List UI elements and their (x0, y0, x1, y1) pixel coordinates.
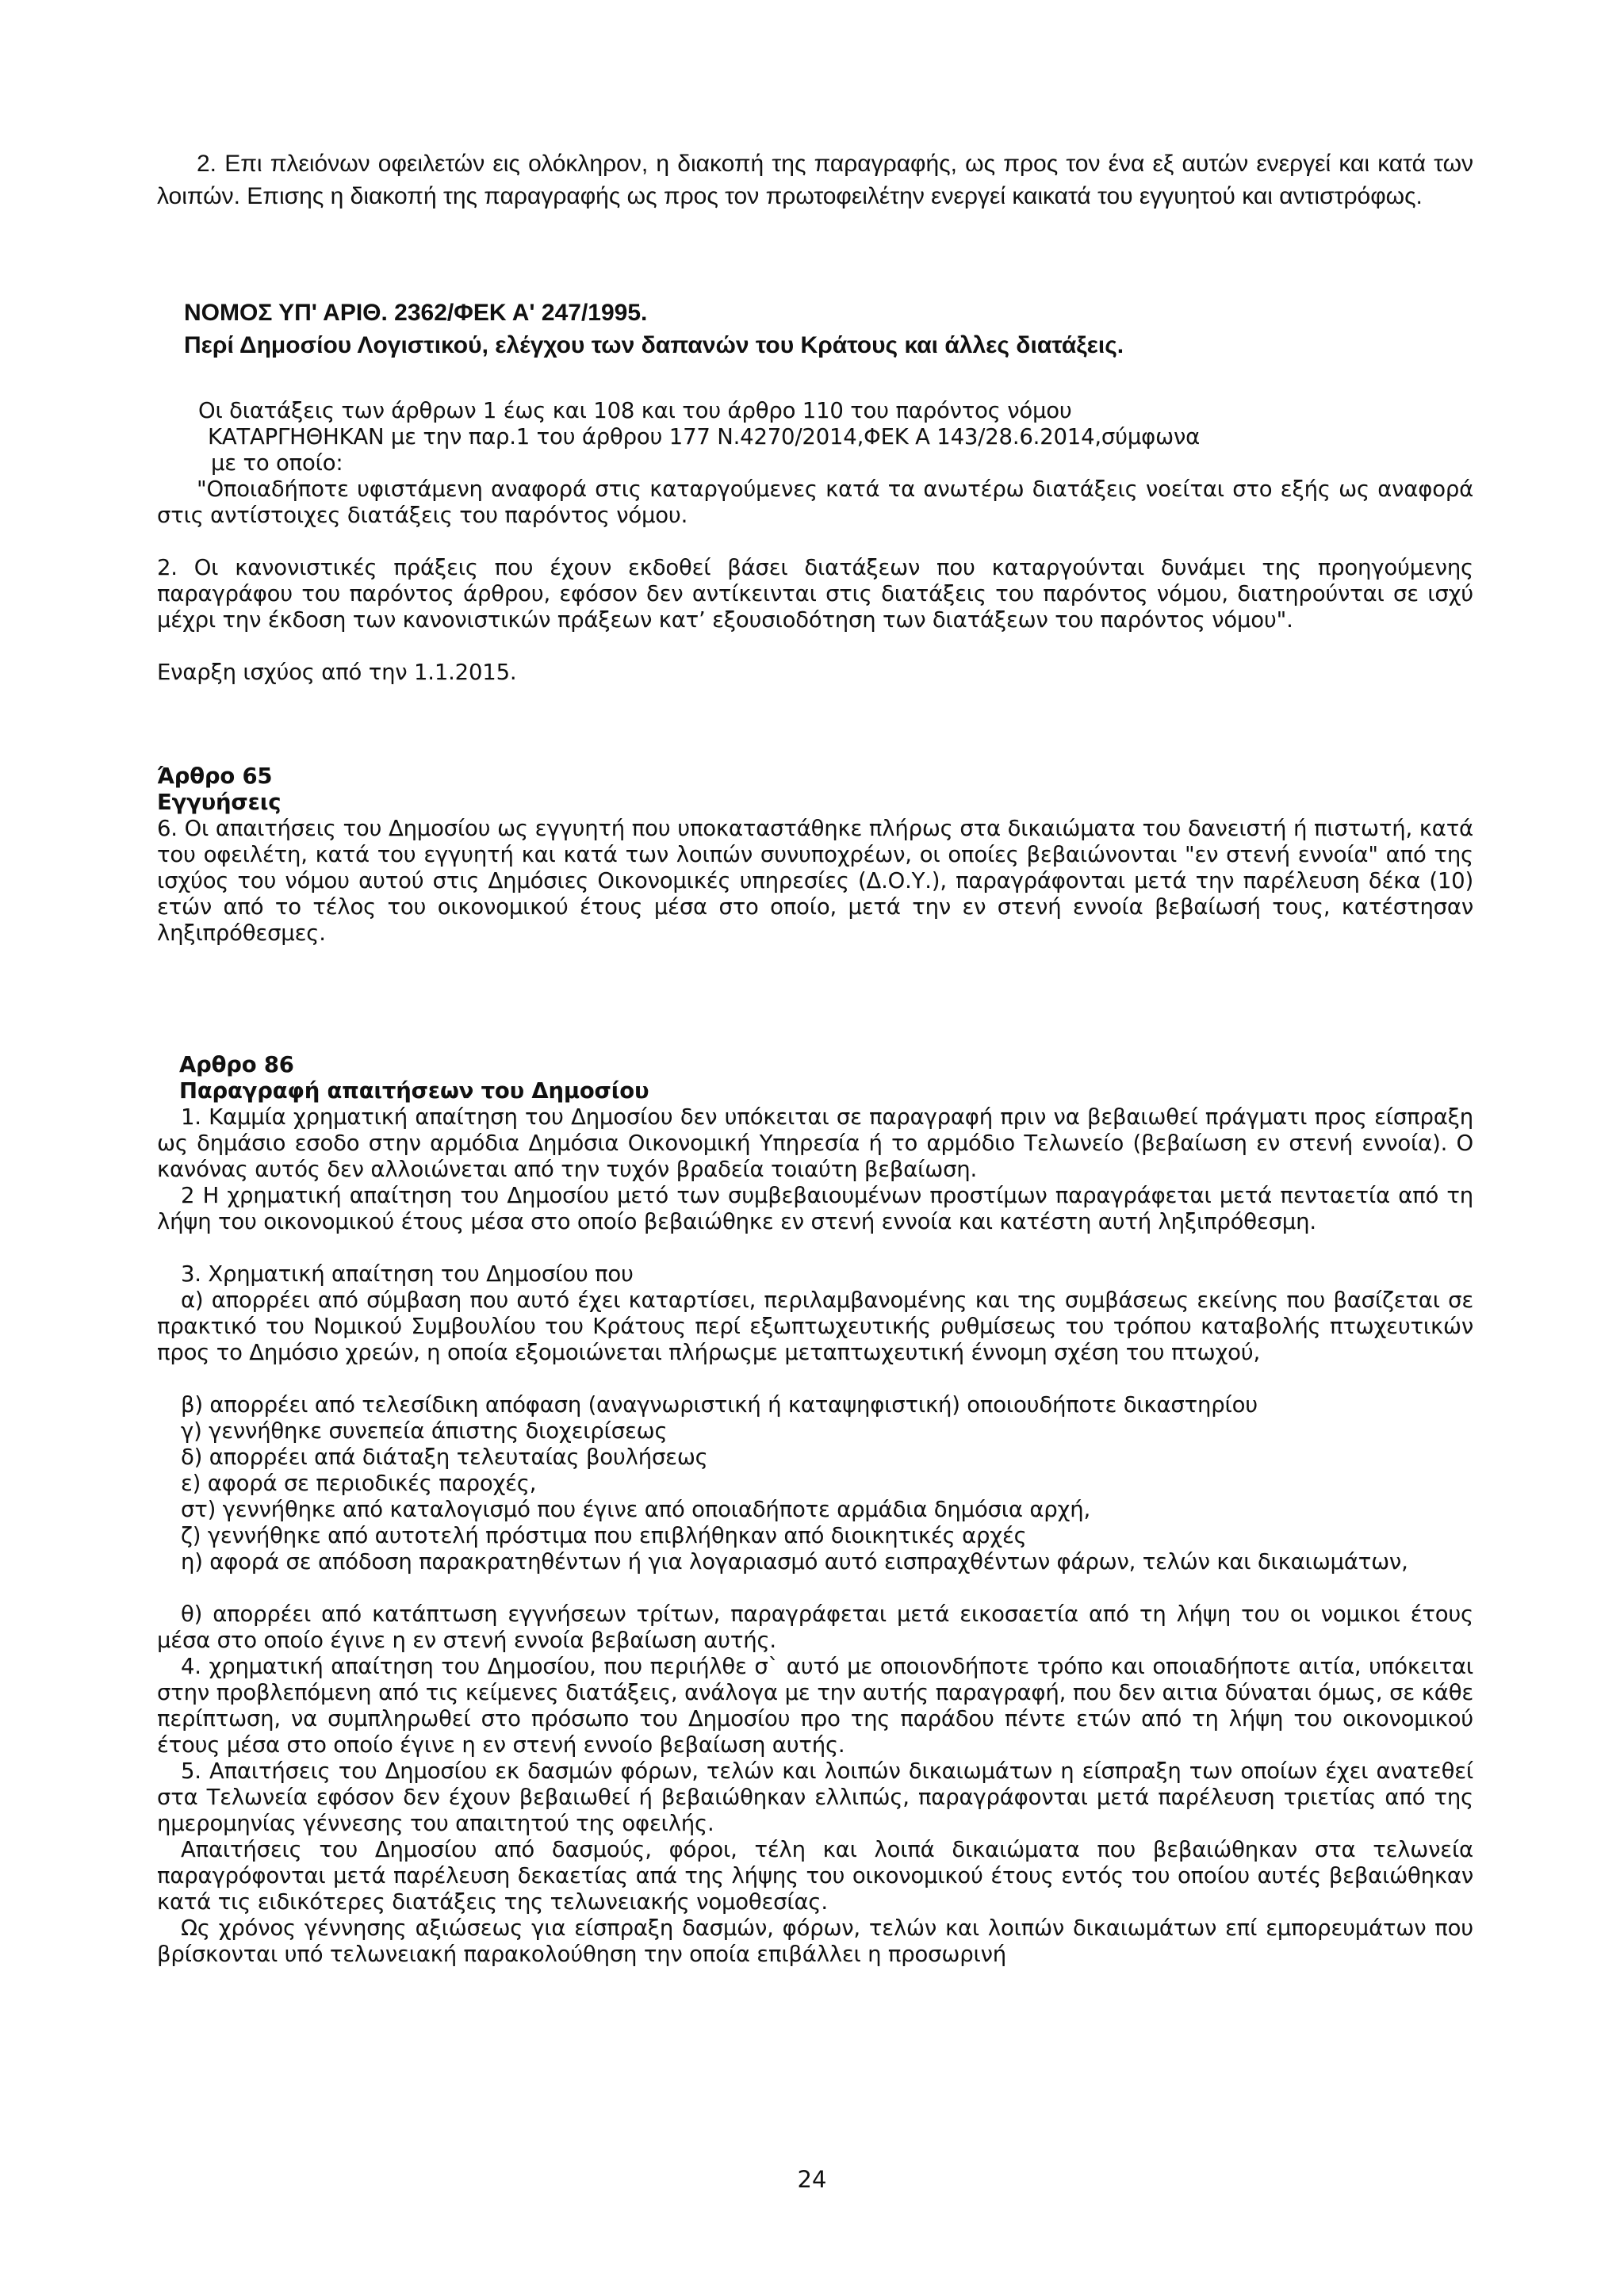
article-86-paragraph-3: 3. Χρηματική απαίτηση του Δημοσίου που (181, 1261, 634, 1287)
article-86-paragraph-5b: Απαιτήσεις του Δημοσίου από δασμούς, φόροι, τέλη και λοιπά δικαιώματα που βεβαιώθηκαν στα τελωνεία παραγρόφονται μετά παρέλευση δεκαετίας απά της λήψης του οικονομικού έτους εντός του οποίου αυτές βεβαιώθηκαν κατά τις ειδικότερες διατάξεις της τελωνειακής νομοθεσίας. (157, 1837, 1473, 1915)
article-86-paragraph-1: 1. Καμμία χρηματική απαίτηση του Δημοσίου δεν υπόκειται σε παραγραφή πριν να βεβαιωθεί πράγματι προς είσπραξη ως δημάσιο εσοδο στην αρμόδια Δημόσια Οικονομική Υπηρεσία ή το αρμόδιο Τελωνείο (βεβαίωση εν στενή εννοία). Ο κανόνας αυτός δεν αλλοιώνεται από την τυχόν βραδεία τοιαύτη βεβαίωση. (157, 1104, 1473, 1182)
article-86-subtitle: Παραγραφή απαιτήσεων του Δημοσίου (179, 1078, 649, 1104)
effective-date: Εναρξη ισχύος από την 1.1.2015. (157, 660, 517, 685)
article-86-paragraph-3f: στ) γεννήθηκε από καταλογισμό που έγινε από οποιαδήποτε αρμάδια δημόσια αρχή, (181, 1497, 1091, 1522)
repeal-note-line-1: Οι διατάξεις των άρθρων 1 έως και 108 και του άρθρο 110 του παρόντος νόμου (198, 398, 1072, 423)
article-65-subtitle: Εγγυήσεις (157, 790, 282, 815)
article-65-paragraph-6: 6. Οι απαιτήσεις του Δημοσίου ως εγγυητή που υποκαταστάθηκε πλήρως στα δικαιώματα του δανειστή ή πιστωτή, κατά του οφειλέτη, κατά του εγγυητή και κατά των λοιπών συνυποχρέων, οι οποίες βεβαιώνονται "εν στενή εννοία" από της ισχύος του νόμου αυτού στις Δημόσιες Οικονομικές υπηρεσίες (Δ.Ο.Υ.), παραγράφονται μετά την παρέλευση δέκα (10) ετών από το τέλος του οικονομικού έτους μέσα στο οποίο, μετά την εν στενή εννοία βεβαίωσή τους, κατέστησαν ληξιπρόθεσμες. (157, 816, 1473, 946)
repeal-note-line-3: με το οποίο: (211, 450, 343, 476)
article-86-paragraph-3a: α) απορρέει από σύμβαση που αυτό έχει καταρτίσει, περιλαμβανομένης και της συμβάσεως εκείνης που βασίζεται σε πρακτικό του Νομικού Συμβουλίου του Κράτους περί εξωπτωχευτικής ρυθμίσεως του τρόπου καταβολής πτωχευτικών προς το Δημόσιο χρεών, η οποία εξομοιώνεται πλήρωςμε μεταπτωχευτική έννομη σχέση του πτωχού, (157, 1288, 1473, 1365)
page-number: 24 (797, 2166, 827, 2193)
law-subheading: Περί Δημοσίου Λογιστικού, ελέγχου των δαπανών του Κράτους και άλλες διατάξεις. (184, 332, 1124, 358)
article-65-title: Άρθρο 65 (157, 763, 273, 789)
article-86-paragraph-3e: ε) αφορά σε περιοδικές παροχές, (181, 1471, 537, 1496)
article-86-paragraph-5: 5. Απαιτήσεις του Δημοσίου εκ δασμών φόρων, τελών και λοιπών δικαιωμάτων η είσπραξη των οποίων έχει ανατεθεί στα Τελωνεία εφόσον δεν έχουν βεβαιωθεί ή βεβαιώθηκαν ελλιπώς, παραγράφονται μετά παρέλευση τριετίας από της ημερομηνίας γέννεσης του απαιτητού της οφειλής. (157, 1758, 1473, 1836)
law-heading: ΝΟΜΟΣ ΥΠ' ΑΡΙΘ. 2362/ΦΕΚ Α' 247/1995. (184, 300, 648, 326)
article-86-paragraph-3g: ζ) γεννήθηκε από αυτοτελή πρόστιμα που επιβλήθηκαν από διοικητικές αρχές (181, 1523, 1027, 1548)
article-86-paragraph-3h: η) αφορά σε απόδοση παρακρατηθέντων ή για λογαριασμό αυτό εισπραχθέντων φάρων, τελών και δικαιωμάτων, (181, 1549, 1408, 1575)
article-86-paragraph-5c: Ως χρόνος γέννησης αξιώσεως για είσπραξη δασμών, φόρων, τελών και λοιπών δικαιωμάτων επί εμπορευμάτων που βρίσκονται υπό τελωνειακή παρακολούθηση την οποία επιβάλλει η προσωρινή (157, 1915, 1473, 1967)
article-86-paragraph-3d: δ) απορρέει απά διάταξη τελευταίας βουλήσεως (181, 1445, 708, 1470)
repeal-quote-1: "Οποιαδήποτε υφιστάμενη αναφορά στις καταργούμενες κατά τα ανωτέρω διατάξεις νοείται στο εξής ως αναφορά στις αντίστοιχες διατάξεις του παρόντος νόμου. (157, 476, 1473, 528)
article-86-paragraph-2: 2 Η χρηματική απαίτηση του Δημοσίου μετό των συμβεβαιουμένων προστίμων παραγράφεται μετά πενταετία από τη λήψη του οικονομικού έτους μέσα στο οποίο βεβαιώθηκε εν στενή εννοία και κατέστη αυτή ληξιπρόθεσμη. (157, 1183, 1473, 1234)
article-86-paragraph-3b: β) απορρέει από τελεσίδικη απόφαση (αναγνωριστική ή καταψηφιστική) οποιουδήποτε δικαστηρίου (181, 1392, 1258, 1418)
repeal-note-line-2: ΚΑΤΑΡΓΗΘΗΚΑΝ με την παρ.1 του άρθρου 177 Ν.4270/2014,ΦΕΚ Α 143/28.6.2014,σύμφωνα (208, 424, 1201, 450)
repeal-quote-2: 2. Οι κανονιστικές πράξεις που έχουν εκδοθεί βάσει διατάξεων που καταργούνται δυνάμει της προηγούμενης παραγράφου του παρόντος άρθρου, εφόσον δεν αντίκεινται στις διατάξεις του παρόντος νόμου, διατηρούνται σε ισχύ μέχρι την έκδοση των κανονιστικών πράξεων κατ’ εξουσιοδότηση των διατάξεων του παρόντος νόμου". (157, 555, 1473, 633)
article-86-title: Αρθρο 86 (179, 1052, 294, 1077)
article-86-paragraph-3c: γ) γεννήθηκε συνεπεία άπιστης διοχειρίσεως (181, 1418, 668, 1444)
article-86-paragraph-3i: θ) απορρέει από κατάπτωση εγγνήσεων τρίτων, παραγράφεται μετά εικοσαετία από τη λήψη του οι νομικοι έτους μέσα στο οποίο έγινε η εν στενή εννοία βεβαίωση αυτής. (157, 1601, 1473, 1653)
intro-paragraph: 2. Επι πλειόνων οφειλετών εις ολόκληρον, η διακοπή της παραγραφής, ως προς τον ένα εξ αυτών ενεργεί και κατά των λοιπών. Επισης η διακοπή της παραγραφής ως προς τον πρωτοφειλέτην ενεργεί καικατά του εγγυητού και αντιστρόφως. (157, 151, 1473, 209)
article-86-paragraph-4: 4. χρηματική απαίτηση του Δημοσίου, που περιήλθε σ` αυτό με οποιονδήποτε τρόπο και οποιαδήποτε αιτία, υπόκειται στην προβλεπόμενη από τις κείμενες διατάξεις, ανάλογα με την αυτής παραγραφή, που δεν αιτια δύναται όμως, σε κάθε περίπτωση, να συμπληρωθεί στο πρόσωπο του Δημοσίου προ της παράδου πέντε ετών από τη λήψη του οικονομικού έτους μέσα στο οποίο έγινε η εν στενή εννοίο βεβαίωση αυτής. (157, 1654, 1473, 1758)
